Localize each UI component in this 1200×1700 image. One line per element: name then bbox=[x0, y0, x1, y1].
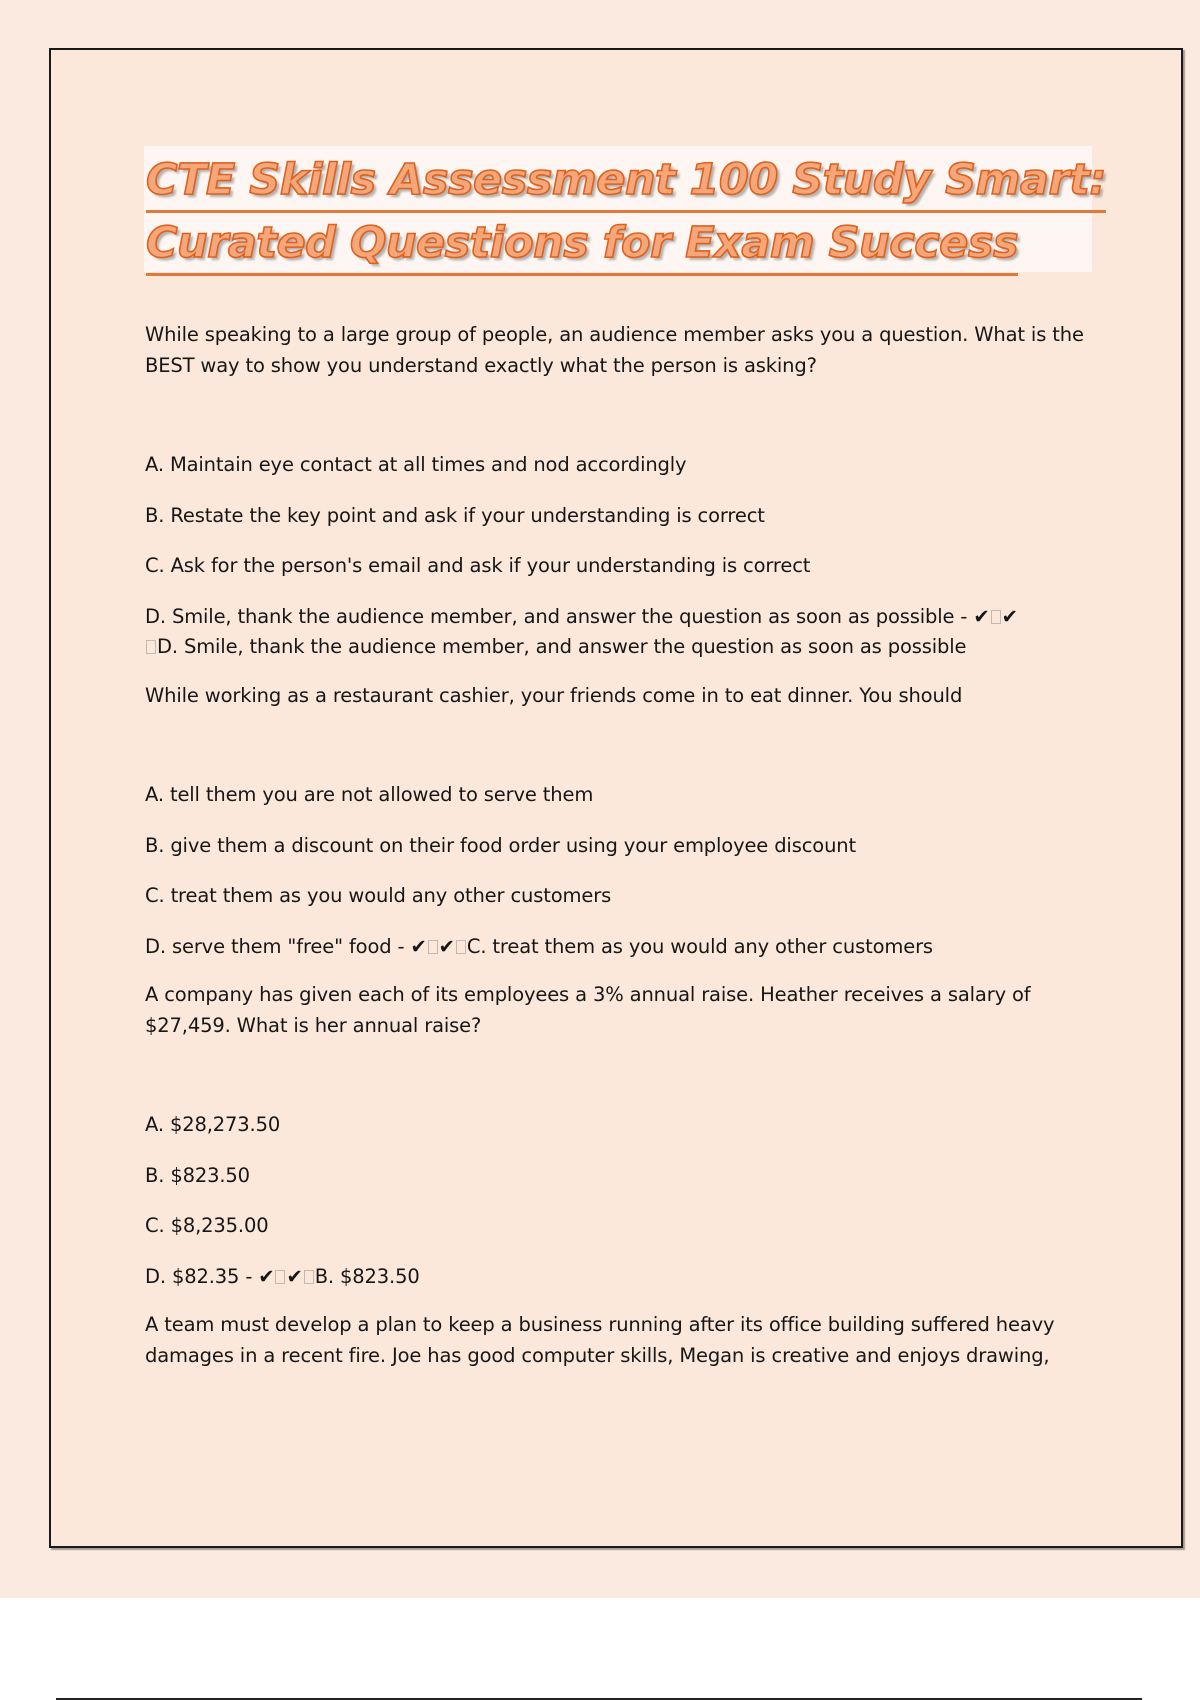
check-icon: ✔ bbox=[410, 934, 427, 958]
checkbox-glyph-icon bbox=[304, 1270, 314, 1284]
option-a: A. Maintain eye contact at all times and nod accordingly bbox=[145, 453, 687, 476]
checkbox-glyph-icon bbox=[275, 1270, 285, 1284]
check-icon: ✔ bbox=[973, 604, 990, 628]
answer-text: B. $823.50 bbox=[314, 1264, 420, 1288]
check-icon: ✔ bbox=[286, 1264, 303, 1288]
answer-text: D. Smile, thank the audience member, and answer the question as soon as possible bbox=[157, 635, 967, 658]
check-icon: ✔ bbox=[258, 1264, 275, 1288]
question-text: A team must develop a plan to keep a business running after its office building suffered heavy damages in a recent fire. Joe has good computer skills, Megan is creative and enjoys drawing, bbox=[145, 1313, 1055, 1367]
document-body bbox=[145, 320, 1095, 1371]
option-b: B. Restate the key point and ask if your understanding is correct bbox=[145, 503, 765, 527]
question-text: A company has given each of its employees a 3% annual raise. Heather receives a salary of $27,459. What is her annual raise? bbox=[145, 983, 1031, 1037]
option-c: C. $8,235.00 bbox=[145, 1214, 269, 1237]
checkbox-glyph-icon bbox=[428, 940, 438, 954]
checkbox-glyph-icon bbox=[456, 940, 466, 954]
title-line-1: CTE Skills Assessment 100 Study Smart: bbox=[146, 150, 1106, 213]
checkbox-glyph-icon bbox=[146, 640, 156, 654]
title-line-2: Curated Questions for Exam Success bbox=[146, 213, 1018, 276]
option-a: A. tell them you are not allowed to serve them bbox=[145, 783, 594, 806]
option-d-with-answer bbox=[145, 602, 1095, 663]
checkbox-glyph-icon bbox=[991, 610, 1001, 624]
question-text: While speaking to a large group of people, an audience member asks you a question. What is the BEST way to show you understand exactly what the person is asking? bbox=[145, 323, 1084, 377]
option-d-with-answer bbox=[145, 932, 1095, 963]
option-d: D. $82.35 - bbox=[145, 1264, 259, 1288]
option-d-with-answer bbox=[145, 1262, 1095, 1293]
document-title bbox=[144, 146, 1106, 272]
check-icon: ✔ bbox=[1001, 604, 1018, 628]
option-b: B. give them a discount on their food order using your employee discount bbox=[145, 833, 856, 857]
option-d: D. Smile, thank the audience member, and answer the question as soon as possible - bbox=[145, 604, 974, 628]
option-c: C. treat them as you would any other customers bbox=[145, 884, 612, 907]
option-b: B. $823.50 bbox=[145, 1163, 250, 1187]
question-text: While working as a restaurant cashier, your friends come in to eat dinner. You should bbox=[145, 683, 963, 707]
check-icon: ✔ bbox=[438, 934, 455, 958]
option-a: A. $28,273.50 bbox=[145, 1113, 281, 1136]
option-c: C. Ask for the person's email and ask if your understanding is correct bbox=[145, 554, 811, 577]
option-d: D. serve them "free" food - bbox=[145, 934, 411, 958]
answer-text: C. treat them as you would any other customers bbox=[466, 934, 933, 958]
